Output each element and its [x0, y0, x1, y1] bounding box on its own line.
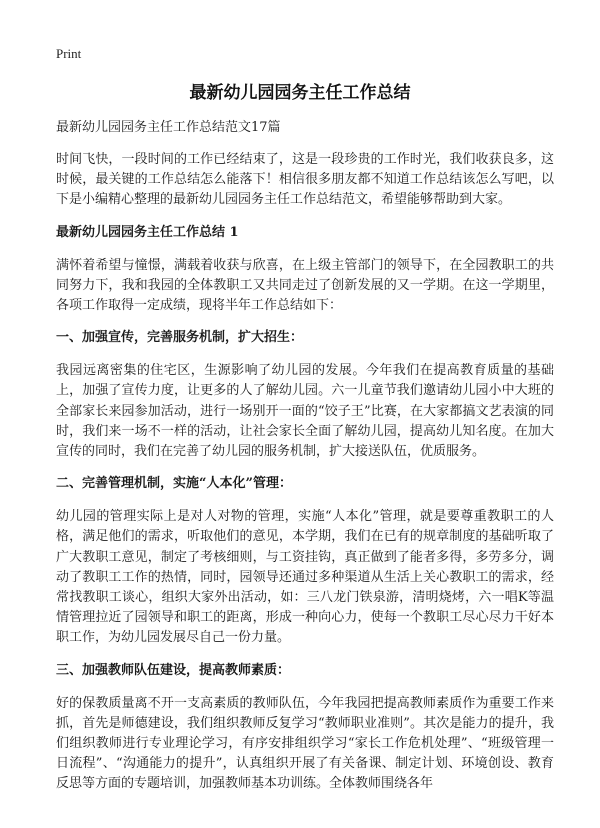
section-body-3: 好的保教质量离不开一支高素质的教师队伍，今年我园把提高教师素质作为重要工作来抓，首先是师德建设，我们组织教师反复学习“教师职业准则”。其次是能力的提升，我们组织教师进行专业理论学习，有序安排组织学习“家长工作危机处理”、“班级管理一日流程”、“沟通能力的提升”，认真组织开展了有关备课、制定计划、环境创设、教育反思等方面的专题培训，加强教师基本功训练。全体教师围绕各年 [56, 695, 554, 792]
page-title: 最新幼儿园园务主任工作总结 [189, 83, 411, 103]
section-body-2: 幼儿园的管理实际上是对人对物的管理，实施“人本化”管理，就是要尊重教职工的人格，满足他们的需求，听取他们的意见，本学期，我们在已有的规章制度的基础听取了广大教职工意见，制定了考核细则，与工资挂钩，真正做到了能者多得，多劳多分，调动了教职工工作的热情，同时，园领导还通过多种渠道从生活上关心教职工的需求，经常找教职工谈心，组织大家外出活动，如：三八龙门铁泉游，清明烧烤，六一唱K等温情管理拉近了园领导和职工的距离，形成一种向心力，使每一个教职工尽心尽力干好本职工作，为幼儿园发展尽自己一份力量。 [56, 509, 554, 646]
section-heading-2: 二、完善管理机制，实施“人本化”管理： [56, 476, 292, 492]
document-subtitle: 最新幼儿园园务主任工作总结范文17篇 [56, 120, 281, 135]
section-heading-3: 三、加强教师队伍建设，提高教师素质： [56, 662, 291, 678]
section-heading-1: 一、加强宣传，完善服务机制，扩大招生： [56, 330, 304, 346]
document-body [56, 118, 554, 807]
article-heading: 最新幼儿园园务主任工作总结 1 [56, 224, 239, 240]
print-link[interactable]: Print [56, 46, 82, 61]
section-body-1: 我园远离密集的住宅区，生源影响了幼儿园的发展。今年我们在提高教育质量的基础上，加强了宣传力度，让更多的人了解幼儿园。六一儿童节我们邀请幼儿园小中大班的全部家长来园参加活动，进行一场别开一面的“饺子王”比赛，在大家都搞文艺表演的同时，我们来一场不一样的活动，让社会家长全面了解幼儿园，提高幼儿知名度。在加大宣传的同时，我们在完善了幼儿园的服务机制，扩大接送队伍，优质服务。 [56, 363, 554, 460]
article-intro-paragraph: 满怀着希望与憧憬，满载着收获与欣喜，在上级主管部门的领导下，在全园教职工的共同努力下，我和我园的全体教职工又共同走过了创新发展的又一学期。在这一学期里，各项工作取得一定成绩，现将半年工作总结如下： [56, 257, 554, 314]
intro-paragraph: 时间飞快，一段时间的工作已经结束了，这是一段珍贵的工作时光，我们收获良多，这时候，最关键的工作总结怎么能落下！相信很多朋友都不知道工作总结该怎么写吧，以下是小编精心整理的最新幼儿园园务主任工作总结范文，希望能够帮助到大家。 [56, 152, 554, 208]
